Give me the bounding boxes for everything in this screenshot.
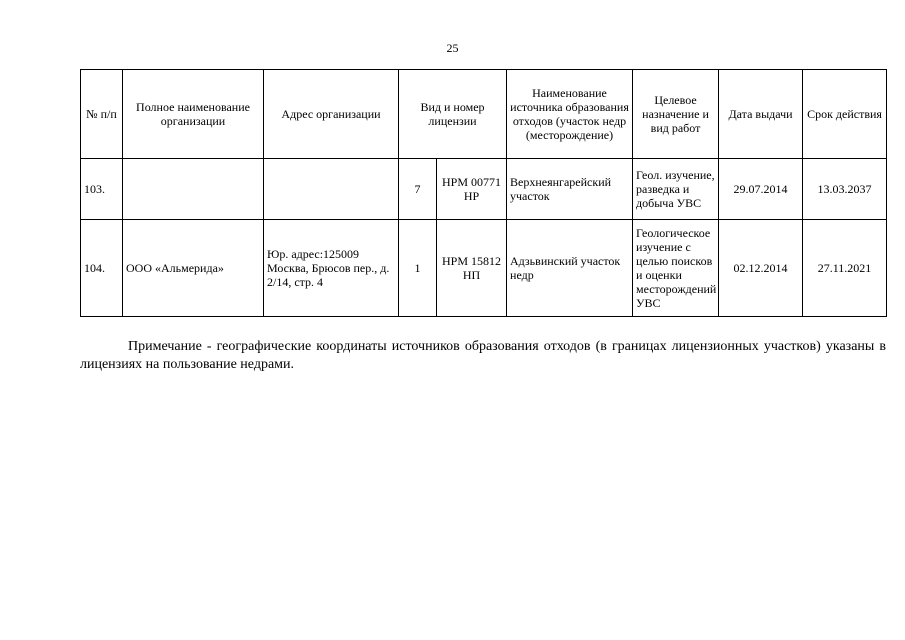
header-validity: Срок действия — [803, 70, 887, 159]
row-validity: 13.03.2037 — [803, 159, 887, 220]
table-header-row — [81, 70, 887, 159]
row-license-code: 7 — [399, 159, 437, 220]
row-address — [264, 159, 399, 220]
row-purpose: Геол. изучение, разведка и добыча УВС — [633, 159, 719, 220]
row-org-name — [123, 159, 264, 220]
row-source: Адзьвинский участок недр — [507, 220, 633, 317]
header-address: Адрес организации — [264, 70, 399, 159]
page-number: 25 — [446, 41, 459, 55]
header-purpose: Целевое назначение и вид работ — [633, 70, 719, 159]
row-source: Верхнеянгарейский участок — [507, 159, 633, 220]
header-org-name: Полное наименование организации — [123, 70, 264, 159]
row-issue-date: 02.12.2014 — [719, 220, 803, 317]
license-table — [80, 69, 887, 317]
row-purpose: Геологическое изучение с целью поисков и оценки месторождений УВС — [633, 220, 719, 317]
row-org-name: ООО «Альмерида» — [123, 220, 264, 317]
row-validity: 27.11.2021 — [803, 220, 887, 317]
header-issue-date: Дата выдачи — [719, 70, 803, 159]
row-num: 104. — [81, 220, 123, 317]
note-paragraph: Примечание - географические координаты источников образования отходов (в границах лицензионных участков) указаны в лицензиях на пользование недрами. — [80, 339, 886, 372]
header-num: № п/п — [81, 70, 123, 159]
row-license-code: 1 — [399, 220, 437, 317]
header-license: Вид и номер лицензии — [399, 70, 507, 159]
row-license-number: НРМ 00771 НР — [437, 159, 507, 220]
table-row — [81, 220, 887, 317]
row-license-number: НРМ 15812 НП — [437, 220, 507, 317]
row-issue-date: 29.07.2014 — [719, 159, 803, 220]
header-source: Наименование источника образования отходов (участок недр (месторождение) — [507, 70, 633, 159]
row-num: 103. — [81, 159, 123, 220]
table-row — [81, 159, 887, 220]
row-address: Юр. адрес:125009 Москва, Брюсов пер., д. 2/14, стр. 4 — [264, 220, 399, 317]
